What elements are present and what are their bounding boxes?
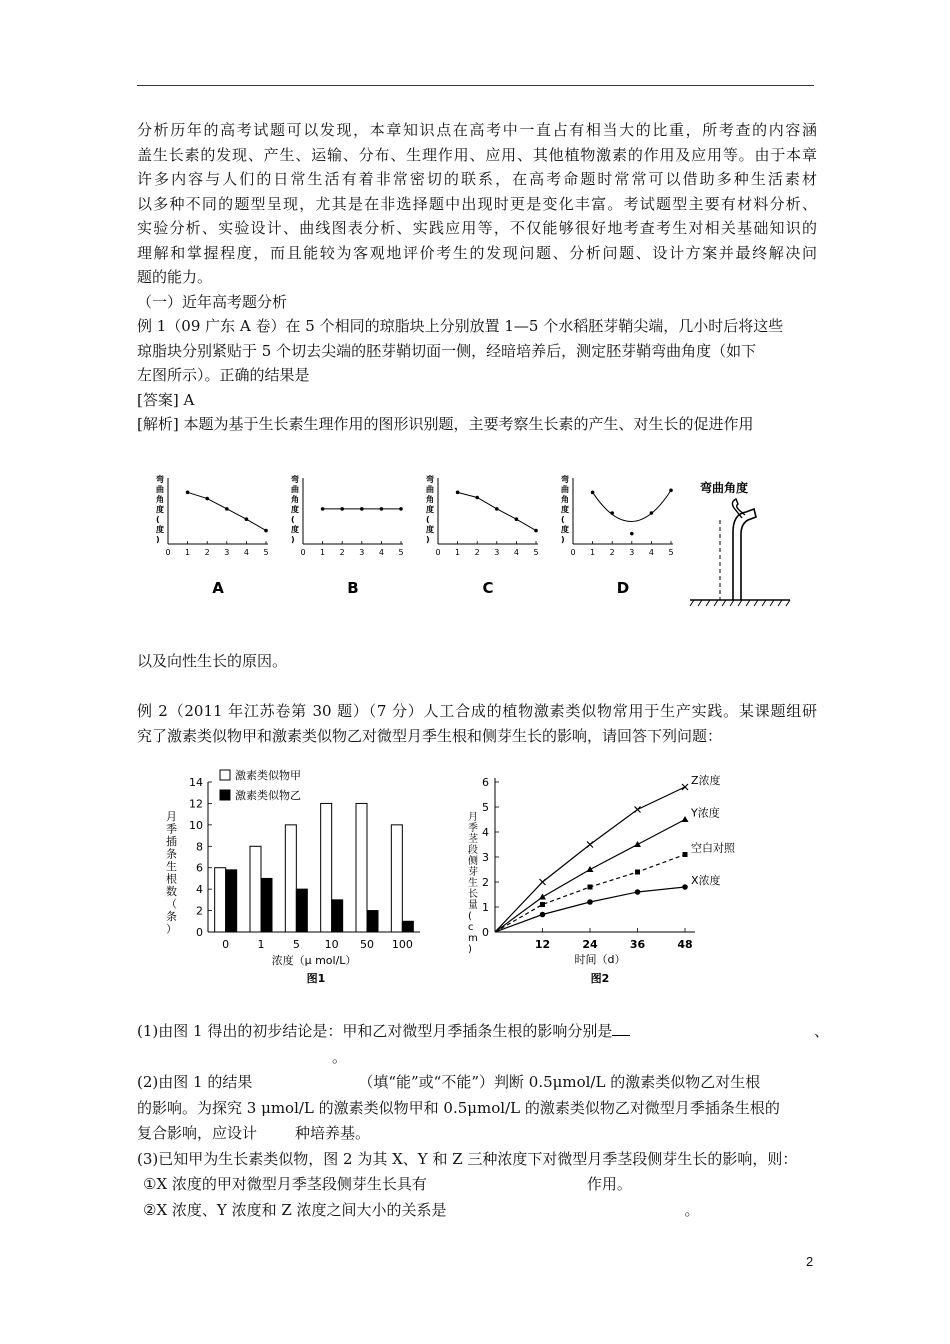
bar-x-tick-label: 100 [391, 938, 413, 951]
panel-x-tick-label: 5 [398, 548, 404, 557]
line-y-tick-label: 4 [482, 826, 489, 839]
analysis-continued: 以及向性生长的原因。 [137, 652, 288, 670]
series-line [495, 887, 685, 932]
series-point [540, 879, 546, 885]
intro-line: 题的能力。 [137, 268, 213, 286]
panel-point [264, 529, 268, 533]
panel-x-tick-label: 0 [435, 548, 441, 557]
bar [226, 870, 237, 932]
panel-line [593, 490, 671, 521]
intro-line: 实验分析、实验设计、曲线图表分析、实践应用等，不仅能够很好地考查考生对相关基础知识的 [137, 219, 817, 237]
bar-x-tick-label: 10 [324, 938, 339, 951]
line-y-tick-label: 0 [482, 926, 489, 939]
example2-figures [150, 762, 735, 1002]
series-point [682, 884, 688, 890]
bar [391, 825, 402, 932]
line-y-tick-label: 5 [482, 801, 489, 814]
panel-x-tick-label: 0 [570, 548, 576, 557]
question-1: (1)由图 1 得出的初步结论是：甲和乙对微型月季插条生根的影响分别是 、 [137, 1022, 830, 1040]
bar-y-tick-label: 6 [196, 861, 203, 875]
line-y-tick-label: 1 [482, 901, 489, 914]
question-2-line: 的影响。为探究 3 μmol/L 的激素类似物甲和 0.5μmol/L 的激素类似物乙对微型月季插条生根的 [137, 1098, 780, 1117]
page-number: 2 [806, 1254, 814, 1269]
bar-x-tick-label: 5 [292, 938, 300, 951]
panel-x-tick-label: 4 [648, 548, 654, 557]
example1-line: 琼脂块分别紧贴于 5 个切去尖端的胚芽鞘切面一侧，经暗培养后，测定胚芽鞘弯曲角度（如下 [137, 341, 757, 360]
panel-line [458, 492, 536, 530]
example2-line: 例 2（2011 年江苏卷第 30 题）（7 分）人工合成的植物激素类似物常用于生产实践。某课题组研 [137, 702, 817, 720]
line-x-tick-label: 12 [534, 938, 551, 951]
bar-ylabel: 月季插条生根数（条） [166, 810, 177, 936]
panel-point [495, 507, 499, 511]
line-x-tick-label: 48 [677, 938, 693, 951]
panel-x-tick-label: 3 [359, 548, 365, 557]
panel-x-tick-label: 3 [224, 548, 230, 557]
series-point [588, 885, 593, 890]
panel-point [380, 507, 384, 511]
panel-label: C [482, 579, 494, 597]
series-point [682, 784, 688, 790]
panel-x-tick-label: 0 [300, 548, 306, 557]
line-y-tick-label: 6 [482, 776, 489, 789]
panel-line [188, 492, 266, 530]
figure1-bar-chart [166, 768, 420, 985]
series-point [540, 912, 546, 918]
series-label: X浓度 [691, 874, 721, 887]
question-2: (2)由图 1 的结果 （填“能”或“不能”）判断 0.5μmol/L 的激素类似物乙对生根 [137, 1073, 761, 1091]
panel-point [245, 517, 249, 521]
bar-y-tick-label: 4 [196, 883, 203, 897]
panel-x-tick-label: 4 [243, 548, 249, 557]
panel-point [650, 511, 654, 515]
series-line [495, 820, 685, 933]
question-2-end: 复合影响，应设计 种培养基。 [137, 1124, 371, 1142]
bar-y-tick-label: 10 [189, 818, 203, 832]
intro-line: 以多种不同的题型呈现，尤其是在非选择题中出现时更是变化丰富。考试题型主要有材料分析、 [137, 194, 817, 213]
bar-x-tick-label: 50 [360, 938, 374, 951]
line-xlabel: 时间（d） [574, 953, 626, 966]
bar-y-tick-label: 2 [196, 904, 203, 918]
series-point [635, 807, 641, 813]
series-point [682, 816, 689, 822]
question-1-end: 。 [332, 1047, 348, 1066]
panel-x-tick-label: 2 [474, 548, 480, 557]
panel-x-tick-label: 0 [165, 548, 171, 557]
panel-x-tick-label: 1 [590, 548, 596, 557]
panel-x-tick-label: 1 [455, 548, 461, 557]
bar [402, 921, 413, 932]
intro-line: 分析历年的高考试题可以发现，本章知识点在高考中一直占有相当大的比重，所考查的内容涵 [137, 121, 817, 139]
series-point [587, 842, 593, 848]
example1-line: 例 1（09 广东 A 卷）在 5 个相同的琼脂块上分别放置 1—5 个水稻胚芽鞘尖端，几小时后将这些 [137, 317, 784, 335]
panel-a [156, 474, 269, 597]
panel-label: B [347, 579, 359, 597]
line-ylabel: 月季茎段侧芽生长量( c m ) [468, 812, 478, 955]
bar [356, 803, 367, 932]
panel-ylabel: 弯曲角度(度) [291, 475, 299, 544]
bar-x-tick-label: 0 [222, 938, 230, 951]
bend-angle-diagram [690, 480, 790, 606]
series-point [540, 902, 545, 907]
header-rule [137, 85, 814, 86]
line-title: 图2 [590, 972, 610, 985]
legend-swatch [220, 790, 230, 800]
panel-point [591, 491, 595, 495]
panel-b [291, 474, 404, 597]
line-y-tick-label: 3 [482, 851, 489, 864]
line-x-tick-label: 36 [629, 938, 646, 951]
panel-point [669, 488, 673, 492]
line-x-tick-label: 24 [582, 938, 598, 951]
series-point [634, 841, 641, 847]
bar [332, 900, 343, 932]
intro-line: 理解和掌握程度，而且能较为客观地评价考生的发现问题、分析问题、设计方案并最终解决问 [137, 243, 817, 262]
panel-point [475, 496, 479, 500]
legend-swatch [220, 770, 230, 780]
panel-label: A [212, 579, 224, 597]
bar-xlabel: 浓度（μ mol/L） [271, 954, 357, 967]
series-label: Y浓度 [691, 806, 720, 820]
panel-x-tick-label: 5 [668, 548, 674, 557]
example2-line: 究了激素类似物甲和激素类似物乙对微型月季生根和侧芽生长的影响，请回答下列问题： [137, 726, 723, 745]
panel-x-tick-label: 4 [513, 548, 519, 557]
bar [250, 846, 261, 932]
line-y-tick-label: 2 [482, 876, 489, 889]
panel-x-tick-label: 1 [185, 548, 191, 557]
panel-x-tick-label: 3 [494, 548, 500, 557]
intro-line: 许多内容与人们的日常生活有着非常密切的联系，在高考命题时常常可以借助多种生活素材 [137, 170, 817, 188]
panel-x-tick-label: 2 [609, 548, 615, 557]
panel-ylabel: 弯曲角度(度) [156, 475, 164, 544]
bar [321, 803, 332, 932]
series-point [635, 870, 640, 875]
panel-x-tick-label: 4 [378, 548, 384, 557]
intro-paragraph [137, 118, 817, 437]
panel-point [630, 532, 634, 536]
question-3: (3)已知甲为生长素类似物，图 2 为其 X、Y 和 Z 三种浓度下对微型月季茎段侧芽生长的影响，则： [137, 1149, 798, 1168]
panel-x-tick-label: 2 [204, 548, 210, 557]
series-line [495, 787, 685, 932]
panel-point [456, 491, 460, 495]
panel-point [205, 497, 209, 501]
bar-y-tick-label: 14 [189, 776, 203, 789]
example1-line: 左图所示）。正确的结果是 [137, 366, 310, 384]
series-point [587, 866, 594, 872]
panel-x-tick-label: 2 [339, 548, 345, 557]
example2-intro [137, 699, 817, 748]
answer-blank[interactable] [612, 1021, 630, 1036]
panel-x-tick-label: 3 [629, 548, 635, 557]
bar-y-tick-label: 8 [196, 840, 203, 854]
panel-point [610, 511, 614, 515]
panel-point [340, 507, 344, 511]
question-3-1: ①X 浓度的甲对微型月季茎段侧芽生长具有 作用。 [143, 1175, 632, 1193]
panel-c [426, 474, 539, 597]
section-title: （一）近年高考题分析 [137, 292, 288, 311]
legend-label: 激素类似物甲 [235, 769, 301, 782]
series-label: Z浓度 [691, 774, 721, 787]
panel-label: D [616, 579, 630, 597]
panel-ylabel: 弯曲角度(度) [561, 475, 569, 544]
bar [285, 825, 296, 932]
bar-x-tick-label: 1 [257, 938, 265, 951]
panel-point [399, 507, 403, 511]
panel-d [561, 474, 674, 597]
figure2-line-chart [468, 773, 736, 985]
series-point [539, 894, 546, 900]
bar [261, 878, 272, 932]
panel-point [225, 507, 229, 511]
bar-y-tick-label: 0 [196, 926, 203, 939]
panel-x-tick-label: 5 [263, 548, 269, 557]
bar-y-tick-label: 12 [189, 797, 203, 811]
example1-analysis: [解析] 本题为基于生长素生理作用的图形识别题，主要考察生长素的产生、对生长的促进作用 [137, 415, 754, 433]
panel-x-tick-label: 5 [533, 548, 539, 557]
panel-x-tick-label: 1 [320, 548, 326, 557]
bar [296, 889, 307, 932]
bend-angle-label: 弯曲角度 [700, 481, 749, 495]
bar [367, 911, 378, 932]
panel-point [360, 507, 364, 511]
series-point [587, 899, 593, 905]
panel-point [321, 507, 325, 511]
panel-point [534, 529, 538, 533]
series-label: 空白对照 [691, 841, 735, 855]
example1-figure [150, 472, 810, 612]
legend-label: 激素类似物乙 [235, 789, 301, 802]
question-3-2: ②X 浓度、Y 浓度和 Z 浓度之间大小的关系是 。 [143, 1200, 700, 1219]
series-point [635, 889, 641, 895]
series-point [683, 852, 688, 857]
panel-point [515, 517, 519, 521]
bar [215, 868, 226, 932]
panel-point [186, 491, 190, 495]
panel-ylabel: 弯曲角度(度) [426, 475, 434, 544]
intro-line: 盖生长素的发现、产生、运输、分布、生理作用、应用、其他植物激素的作用及应用等。由于本章 [137, 145, 817, 164]
bar-title: 图1 [306, 972, 326, 985]
example2-questions [137, 1019, 830, 1223]
example1-answer: [答案] A [137, 390, 195, 409]
